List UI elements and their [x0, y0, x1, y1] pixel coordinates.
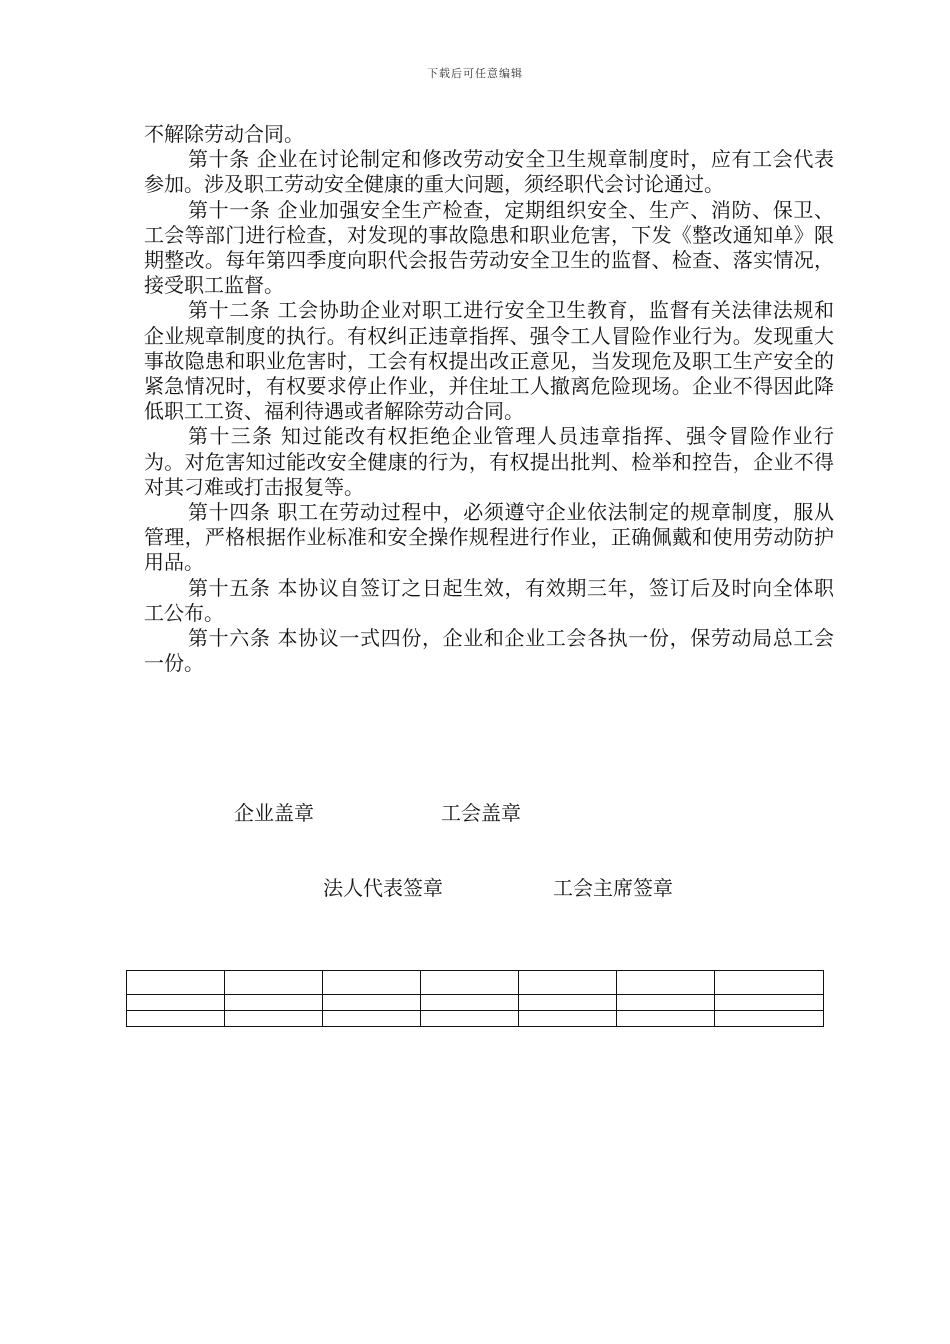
table-cell: [519, 995, 617, 1011]
table-cell: [225, 971, 323, 995]
table-cell: [617, 995, 715, 1011]
table-cell: [225, 995, 323, 1011]
agreement-body: [144, 122, 834, 676]
union-chair-sign-label: 工会主席签章: [553, 876, 673, 900]
table-cell: [323, 971, 421, 995]
page-header: 下载后可任意编辑: [427, 67, 523, 80]
table-cell: [225, 1011, 323, 1027]
table-cell: [715, 995, 824, 1011]
legal-rep-sign-label: 法人代表签章: [323, 876, 443, 900]
table-row: [127, 1011, 824, 1027]
table-cell: [421, 1011, 519, 1027]
article-10: 第十条 企业在讨论制定和修改劳动安全卫生规章制度时，应有工会代表参加。涉及职工劳动安全健康的重大问题，须经职代会讨论通过。: [144, 147, 834, 197]
company-seal-label: 企业盖章: [234, 801, 314, 825]
table-cell: [127, 971, 225, 995]
table-cell: [519, 971, 617, 995]
table-cell: [127, 995, 225, 1011]
table-cell: [715, 1011, 824, 1027]
table-cell: [127, 1011, 225, 1027]
table-cell: [617, 1011, 715, 1027]
table-cell: [421, 971, 519, 995]
article-14: 第十四条 职工在劳动过程中，必须遵守企业依法制定的规章制度，服从管理，严格根据作业标准和安全操作规程进行作业，正确佩戴和使用劳动防护用品。: [144, 500, 834, 575]
table-row: [127, 971, 824, 995]
table-cell: [617, 971, 715, 995]
table-cell: [421, 995, 519, 1011]
table-cell: [519, 1011, 617, 1027]
table-cell: [323, 995, 421, 1011]
table-cell: [323, 1011, 421, 1027]
blank-table: [126, 970, 824, 1027]
union-seal-label: 工会盖章: [441, 801, 521, 825]
table-cell: [715, 971, 824, 995]
article-16: 第十六条 本协议一式四份，企业和企业工会各执一份，保劳动局总工会一份。: [144, 626, 834, 676]
table-row: [127, 995, 824, 1011]
paragraph-continuation: 不解除劳动合同。: [144, 122, 304, 146]
article-13: 第十三条 知过能改有权拒绝企业管理人员违章指挥、强令冒险作业行为。对危害知过能改安全健康的行为，有权提出批判、检举和控告，企业不得对其刁难或打击报复等。: [144, 424, 834, 499]
article-12: 第十二条 工会协助企业对职工进行安全卫生教育，监督有关法律法规和企业规章制度的执行。有权纠正违章指挥、强令工人冒险作业行为。发现重大事故隐患和职业危害时，工会有权提出改正意见，当发现危及职工生产安全的紧急情况时，有权要求停止作业，并住址工人撤离危险现场。企业不得因此降低职工工资、福利待遇或者解除劳动合同。: [144, 298, 834, 424]
article-11: 第十一条 企业加强安全生产检查，定期组织安全、生产、消防、保卫、工会等部门进行检查，对发现的事故隐患和职业危害，下发《整改通知单》限期整改。每年第四季度向职代会报告劳动安全卫生的监督、检查、落实情况，接受职工监督。: [144, 197, 834, 298]
article-15: 第十五条 本协议自签订之日起生效，有效期三年，签订后及时向全体职工公布。: [144, 575, 834, 625]
